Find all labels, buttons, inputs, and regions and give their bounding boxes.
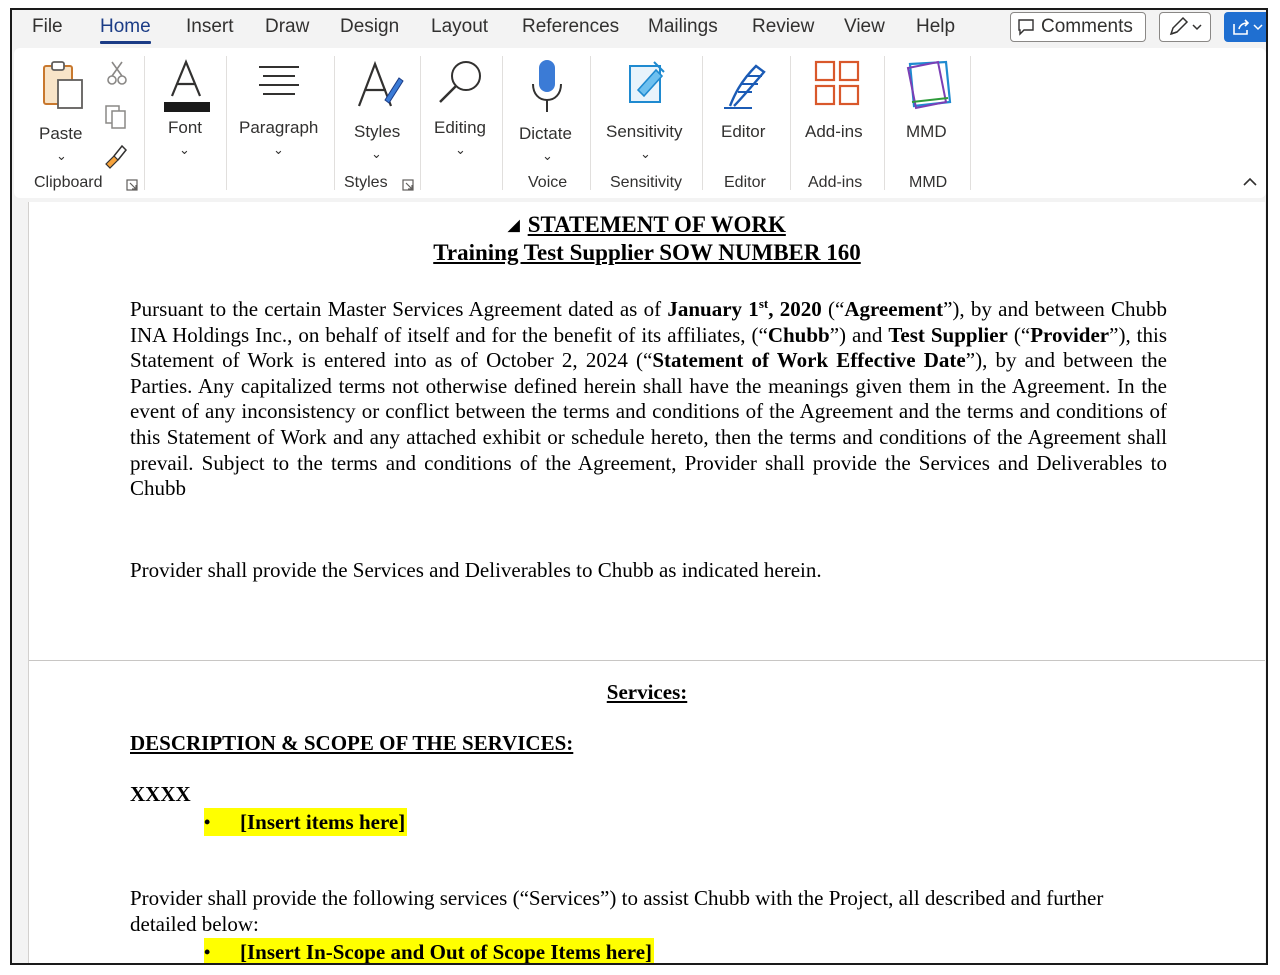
group-add-ins-label: Add-ins xyxy=(808,174,863,191)
chevron-down-icon xyxy=(1253,22,1263,32)
tab-review[interactable]: Review xyxy=(752,16,815,37)
intro-term: Chubb xyxy=(767,322,830,347)
bullet-insert-scope xyxy=(204,938,654,965)
comment-icon xyxy=(1017,18,1035,36)
bullet-text: [Insert items here] xyxy=(240,809,406,834)
tab-references[interactable]: References xyxy=(522,16,620,37)
chevron-down-icon[interactable]: ⌄ xyxy=(455,142,466,157)
bullet-text: [Insert In-Scope and Out of Scope Items here] xyxy=(240,939,653,964)
tab-design[interactable]: Design xyxy=(340,16,400,37)
font-label[interactable]: Font xyxy=(168,118,203,137)
pencil-icon xyxy=(1167,16,1191,38)
ribbon-divider xyxy=(702,56,703,190)
copy-icon[interactable] xyxy=(104,104,128,130)
provider-line: Provider shall provide the Services and Deliverables to Chubb as indicated herein. xyxy=(130,558,822,582)
tab-file[interactable]: File xyxy=(32,16,63,37)
ribbon-divider xyxy=(790,56,791,190)
group-styles-label: Styles xyxy=(344,174,388,191)
document-subtitle: Training Test Supplier SOW NUMBER 160 xyxy=(433,240,861,265)
font-icon[interactable] xyxy=(162,58,212,114)
services-heading: Services: xyxy=(606,680,688,704)
collapse-heading-icon[interactable]: ◢ xyxy=(508,218,520,234)
scope-heading: DESCRIPTION & SCOPE OF THE SERVICES: xyxy=(130,731,574,755)
editing-mode-button[interactable] xyxy=(1159,12,1211,42)
microphone-icon[interactable] xyxy=(531,58,563,118)
editor-icon[interactable] xyxy=(720,58,772,114)
intro-text: ”), by and between the Parties. Any capitalized terms not otherwise defined herein shall have the meanings given them in the Agreement. In the event of any inconsistency or conflict between the terms and conditions of the Agreement and the terms and conditions of this Statement of Work and any attached exhibit or schedule hereto, then the terms and conditions of the Agreement shall prevail. Subject to the terms and conditions of the Agreement, Provider shall provide the Services and Deliverables to Chubb xyxy=(130,348,1167,501)
title-text: STATEMENT OF WORK xyxy=(527,212,786,237)
intro-paragraph xyxy=(130,291,1167,502)
ribbon-divider xyxy=(502,56,503,190)
chevron-down-icon[interactable]: ⌄ xyxy=(179,142,190,157)
group-editor-label: Editor xyxy=(724,174,766,191)
intro-text: (“ xyxy=(1007,322,1031,347)
placeholder-label: XXXX xyxy=(130,782,191,806)
page-break xyxy=(29,660,1265,661)
tab-layout[interactable]: Layout xyxy=(431,16,489,37)
chevron-down-icon xyxy=(1191,22,1203,32)
document-area xyxy=(12,202,1266,965)
bullet-marker: • xyxy=(204,941,211,962)
tab-insert[interactable]: Insert xyxy=(186,16,234,37)
paste-label[interactable]: Paste xyxy=(39,124,83,143)
add-ins-icon[interactable] xyxy=(814,60,860,106)
chevron-down-icon[interactable]: ⌄ xyxy=(56,148,67,163)
intro-term: Test Supplier xyxy=(888,322,1008,347)
menu-bar xyxy=(12,10,1266,48)
intro-date: January 1 xyxy=(667,297,759,321)
ribbon-divider xyxy=(590,56,591,190)
intro-text: ”) and xyxy=(829,322,889,347)
intro-text: Pursuant to the certain Master Services Agreement dated as of xyxy=(130,297,668,321)
intro-term: Statement of Work Effective Date xyxy=(652,348,966,373)
ribbon-divider xyxy=(144,56,145,190)
intro-term: Agreement xyxy=(844,297,944,321)
paste-icon[interactable] xyxy=(40,58,88,112)
ribbon xyxy=(14,48,1266,198)
sensitivity-icon[interactable] xyxy=(626,58,674,112)
ribbon-divider xyxy=(226,56,227,190)
chevron-down-icon[interactable]: ⌄ xyxy=(371,146,382,161)
share-icon xyxy=(1231,17,1253,37)
ribbon-divider xyxy=(884,56,885,190)
editor-label[interactable]: Editor xyxy=(721,122,766,141)
tab-draw[interactable]: Draw xyxy=(265,16,310,37)
word-window xyxy=(10,8,1268,965)
ribbon-divider xyxy=(420,56,421,190)
dictate-label[interactable]: Dictate xyxy=(519,124,572,143)
comments-button[interactable] xyxy=(1010,12,1146,42)
group-sensitivity-label: Sensitivity xyxy=(610,174,683,191)
document-page[interactable] xyxy=(28,202,1265,965)
group-mmd-label: MMD xyxy=(909,174,948,191)
group-clipboard-label: Clipboard xyxy=(34,174,103,191)
services-paragraph: Provider shall provide the following services (“Services”) to assist Chubb with the Project, all described and further detailed below: xyxy=(130,886,1104,936)
tab-home[interactable]: Home xyxy=(100,16,151,37)
document-title xyxy=(29,212,1265,238)
format-painter-icon[interactable] xyxy=(102,142,130,170)
tab-view[interactable]: View xyxy=(844,16,885,37)
cut-icon[interactable] xyxy=(107,60,127,86)
search-icon[interactable] xyxy=(436,58,486,108)
bullet-insert-items xyxy=(204,808,407,836)
intro-text: (“ xyxy=(821,297,845,321)
paragraph-icon[interactable] xyxy=(257,64,301,100)
comments-label: Comments xyxy=(1041,16,1133,37)
styles-label[interactable]: Styles xyxy=(354,122,401,141)
chevron-down-icon[interactable]: ⌄ xyxy=(273,142,284,157)
add-ins-label[interactable]: Add-ins xyxy=(805,122,863,141)
tab-mailings[interactable]: Mailings xyxy=(648,16,718,37)
mmd-icon[interactable] xyxy=(904,58,954,110)
intro-text: ”), this Statement of Work is entered into as of October 2, 2024 (“ xyxy=(130,322,1168,373)
bullet-marker: • xyxy=(204,811,211,832)
intro-text: ”), by and between Chubb INA Holdings Inc., on behalf of itself and for the benefit of its affiliates, (“ xyxy=(130,297,1168,347)
collapse-ribbon-icon[interactable] xyxy=(1242,176,1258,188)
styles-icon[interactable] xyxy=(355,58,405,114)
dialog-launcher-icon[interactable] xyxy=(126,179,138,191)
group-voice-label: Voice xyxy=(528,174,568,191)
intro-date-year: , 2020 xyxy=(768,297,822,321)
share-button[interactable] xyxy=(1224,12,1268,42)
ribbon-divider xyxy=(334,56,335,190)
ribbon-divider xyxy=(970,56,971,190)
mmd-label[interactable]: MMD xyxy=(906,122,947,141)
editing-label[interactable]: Editing xyxy=(434,118,486,137)
sensitivity-label[interactable]: Sensitivity xyxy=(606,122,683,141)
chevron-down-icon[interactable]: ⌄ xyxy=(542,148,553,163)
dialog-launcher-icon[interactable] xyxy=(402,179,414,191)
tab-help[interactable]: Help xyxy=(916,16,956,37)
chevron-down-icon[interactable]: ⌄ xyxy=(640,146,651,161)
intro-date-suffix: st xyxy=(758,296,769,311)
intro-term: Provider xyxy=(1030,322,1110,347)
paragraph-label[interactable]: Paragraph xyxy=(239,118,319,137)
